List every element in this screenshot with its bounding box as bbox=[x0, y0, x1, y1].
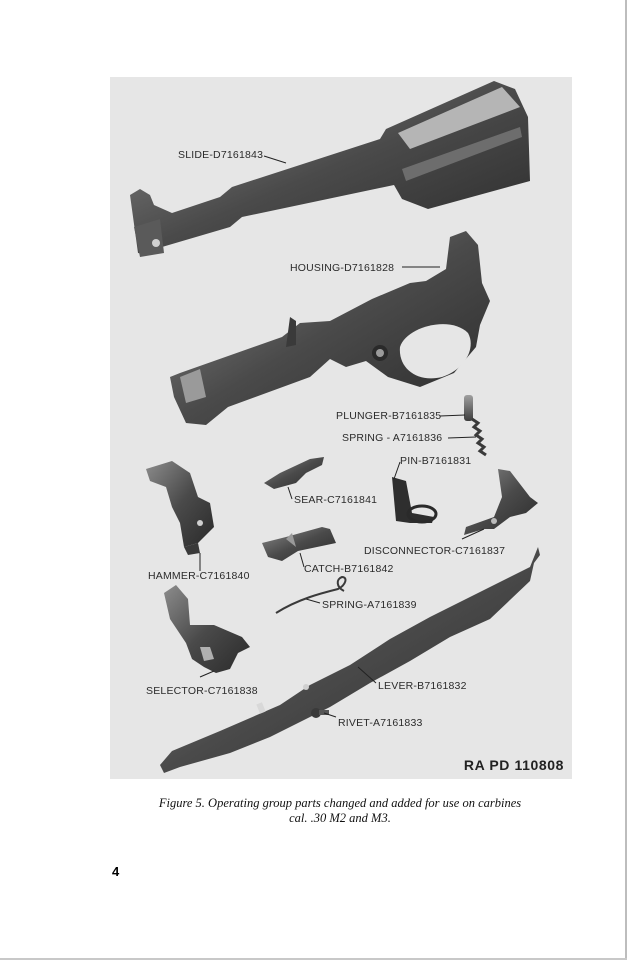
housing-part bbox=[170, 231, 490, 425]
figure-photo bbox=[110, 77, 572, 779]
disconnector-part bbox=[464, 469, 538, 535]
plate-id: RA PD 110808 bbox=[463, 757, 564, 773]
selector-part bbox=[164, 585, 250, 673]
plunger-part bbox=[464, 395, 473, 421]
selector-label: SELECTOR-C7161838 bbox=[146, 685, 258, 697]
caption-line-1: Figure 5. Operating group parts changed and added for use on carbines bbox=[158, 796, 522, 810]
rivet-label: RIVET-A7161833 bbox=[338, 717, 423, 729]
spring-plunger-label: SPRING - A7161836 bbox=[342, 432, 443, 444]
pin-part bbox=[392, 477, 436, 523]
lever-label: LEVER-B7161832 bbox=[378, 680, 467, 692]
disconnector-label: DISCONNECTOR-C7161837 bbox=[364, 545, 506, 557]
page-number: 4 bbox=[112, 864, 120, 879]
catch-label: CATCH-B7161842 bbox=[304, 563, 394, 575]
hammer-label: HAMMER-C7161840 bbox=[148, 570, 250, 582]
plunger-label: PLUNGER-B7161835 bbox=[336, 410, 442, 422]
caption-line-2: cal. .30 M2 and M3. bbox=[289, 811, 391, 825]
sear-label: SEAR-C7161841 bbox=[294, 494, 378, 506]
parts-illustration bbox=[110, 77, 572, 779]
slide-part bbox=[130, 81, 530, 257]
figure-caption bbox=[120, 796, 560, 826]
hammer-part bbox=[146, 461, 214, 555]
pin-label: PIN-B7161831 bbox=[400, 455, 472, 467]
slide-label: SLIDE-D7161843 bbox=[178, 149, 264, 161]
sear-part bbox=[264, 457, 324, 489]
catch-part bbox=[262, 527, 336, 561]
housing-label: HOUSING-D7161828 bbox=[290, 262, 395, 274]
spring-catch-label: SPRING-A7161839 bbox=[322, 599, 417, 611]
